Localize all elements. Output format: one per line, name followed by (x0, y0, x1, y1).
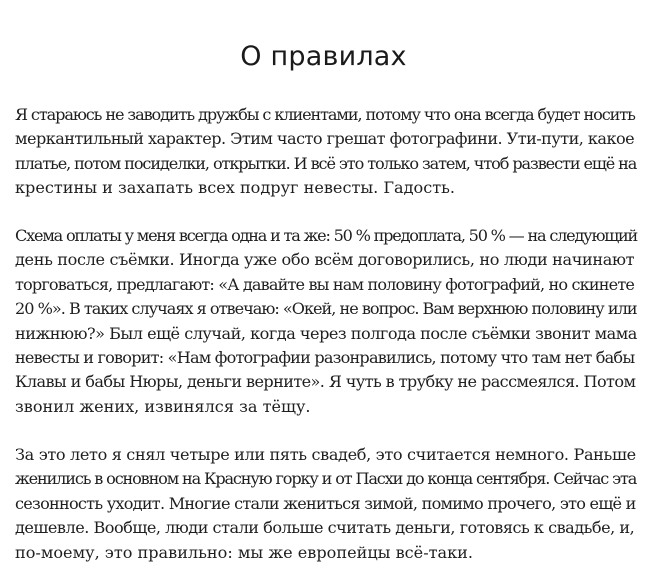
article-title: О правилах (240, 41, 407, 72)
paragraph-line: по-моему, это правильно: мы же европейцы всё-таки. (15, 542, 474, 562)
paragraph-line: Я стараюсь не заводить дружбы с клиентами, потому что она всегда будет носить (15, 105, 635, 124)
paragraph-line: сезонность уходит. Многие стали жениться зимой, помимо прочего, это ещё и (15, 493, 636, 513)
paragraph-line: женились в основном на Красную горку и от Пасхи до конца сентября. Сейчас эта (15, 469, 637, 489)
paragraph-line: торговаться, предлагают: «А давайте вы нам половину фотографий, но скинете (15, 274, 635, 294)
paragraph-line: платье, потом посиделки, открытки. И всё это только затем, чтоб развести ещё на (15, 153, 637, 173)
paragraph-line: За это лето я снял четыре или пять свадеб, это считается немного. Раньше (15, 445, 636, 464)
paragraph-line: 20 %». В таких случаях я отвечаю: «Окей, не вопрос. Вам верхнюю половину или (15, 299, 637, 319)
paragraph-line: невесты и говорит: «Нам фотографии разонравились, потому что там нет бабы (15, 347, 635, 367)
paragraph-line: Клавы и бабы Нюры, деньги верните». Я чуть в трубку не рассмеялся. Потом (15, 372, 636, 392)
paragraph-client-friendship (15, 103, 637, 201)
paragraph-line: крестины и захапать всех подруг невесты. Гадость. (15, 178, 456, 198)
paragraph-line: Схема оплаты у меня всегда одна и та же: 50 % предоплата, 50 % — на следующий (15, 226, 638, 245)
paragraph-payment-scheme (15, 224, 637, 419)
paragraph-line: меркантильный характер. Этим часто грешат фотографини. Ути-пути, какое (15, 129, 635, 149)
paragraph-wedding-season (15, 443, 637, 565)
paragraph-line: дешевле. Вообще, люди стали больше считать деньги, готовясь к свадьбе, и, (15, 518, 635, 538)
paragraph-line: звонил жених, извинялся за тёщу. (15, 396, 311, 416)
paragraph-line: день после съёмки. Иногда уже обо всём договорились, но люди начинают (15, 250, 635, 270)
paragraph-line: нижнюю?» Был ещё случай, когда через полгода после съёмки звонит мама (15, 323, 637, 343)
